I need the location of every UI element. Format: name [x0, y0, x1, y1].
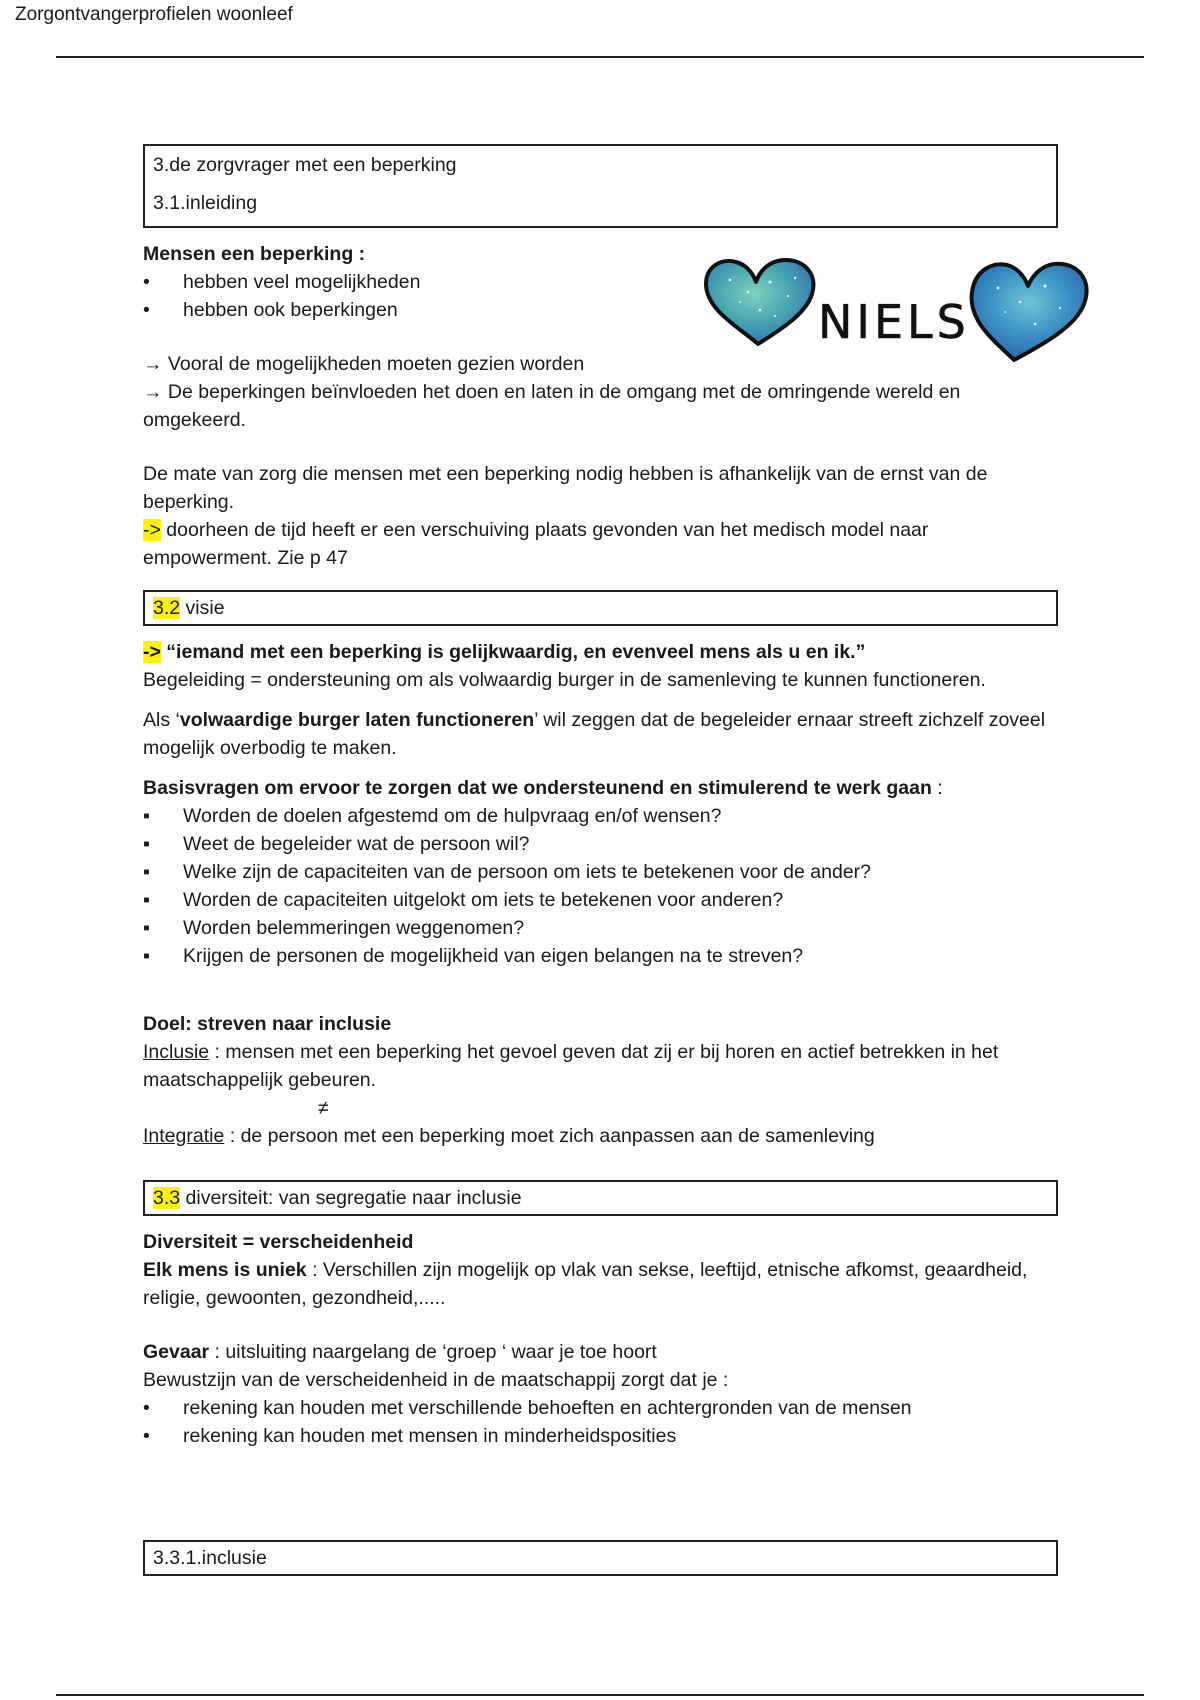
section-3-3-1-heading-box [143, 1540, 1058, 1576]
text-run: : uitsluiting naargelang de ‘groep ‘ waar je toe hoort [209, 1341, 657, 1363]
list-item: • rekening kan houden met mensen in minderheidsposities [143, 1422, 1058, 1450]
section-3-1-title: 3.1.inleiding [153, 192, 258, 214]
header-rule [56, 56, 1144, 58]
text-run: ’ wil zeggen dat de begeleider ernaar streeft zichzelf zoveel mogelijk overbodig te maken. [143, 709, 1046, 759]
begeleiding-definition: Begeleiding = ondersteuning om als volwaardig burger in de samenleving te kunnen functioneren. [143, 669, 986, 691]
section-title: diversiteit: van segregatie naar inclusie [180, 1187, 522, 1209]
quote-line [143, 638, 1058, 666]
arrow-line-1: → Vooral de mogelijkheden moeten gezien worden [143, 353, 585, 375]
bold-phrase: Gevaar [143, 1341, 210, 1363]
integratie-term: Integratie [143, 1125, 225, 1147]
inclusie-definition [143, 1038, 1058, 1094]
list-item: • hebben ook beperkingen [143, 296, 1058, 324]
zorg-paragraph: De mate van zorg die mensen met een beperking nodig hebben is afhankelijk van de ernst van de beperking. [143, 463, 988, 513]
document-header-title: Zorgontvangerprofielen woonleef [15, 4, 293, 25]
intro-heading: Mensen een beperking : [143, 243, 366, 265]
list-item: ▪ Welke zijn de capaciteiten van de persoon om iets te betekenen voor de ander? [143, 858, 1058, 886]
bold-phrase: Elk mens is uniek [143, 1259, 307, 1281]
highlight-marker: -> [143, 519, 161, 541]
section-number: 3.3 [153, 1187, 181, 1209]
uniek-paragraph [143, 1256, 1058, 1312]
list-item: ▪ Krijgen de personen de mogelijkheid van eigen belangen na te streven? [143, 942, 1058, 970]
intro-bullets [143, 268, 1058, 324]
verschuiving-text: doorheen de tijd heeft er een verschuiving plaats gevonden van het medisch model naar empowerment. Zie p 47 [143, 519, 929, 569]
gevaar-paragraph [143, 1338, 1058, 1366]
section-title: visie [180, 597, 225, 619]
quote-text: “iemand met een beperking is gelijkwaardig, en evenveel mens als u en ik.” [160, 641, 866, 663]
highlight-marker: -> [143, 641, 161, 663]
bewustzijn-list [143, 1394, 1058, 1450]
doel-heading: Doel: streven naar inclusie [143, 1013, 392, 1035]
list-item: ▪ Worden de doelen afgestemd om de hulpvraag en/of wensen? [143, 802, 1058, 830]
section-3-2-heading-box [143, 590, 1058, 626]
list-item: • hebben veel mogelijkheden [143, 268, 1058, 296]
basisvragen-heading [143, 774, 1058, 802]
not-equal-sign: ≠ [318, 1097, 329, 1119]
text-run: : [931, 777, 943, 799]
bewustzijn-paragraph: Bewustzijn van de verscheidenheid in de maatschappij zorgt dat je : [143, 1369, 729, 1391]
list-item: ▪ Weet de begeleider wat de persoon wil? [143, 830, 1058, 858]
text-run: : Verschillen zijn mogelijk op vlak van sekse, leeftijd, etnische afkomst, geaardheid, religie, gewoonten, gezondheid,..... [143, 1259, 1028, 1309]
footer-rule [56, 1694, 1144, 1696]
integratie-definition [143, 1122, 1058, 1150]
bold-phrase: Basisvragen om ervoor te zorgen dat we ondersteunend en stimulerend te werk gaan [143, 777, 932, 799]
text-run: : de persoon met een beperking moet zich aanpassen aan de samenleving [224, 1125, 875, 1147]
document-body [143, 144, 1058, 1576]
section-3-title: 3.de zorgvrager met een beperking [153, 154, 457, 176]
section-number: 3.2 [153, 597, 181, 619]
text-run: Als ‘ [143, 709, 180, 731]
section-3-heading-box [143, 144, 1058, 228]
list-item: • rekening kan houden met verschillende behoeften en achtergronden van de mensen [143, 1394, 1058, 1422]
basisvragen-list [143, 802, 1058, 970]
section-3-3-heading-box [143, 1180, 1058, 1216]
list-item: ▪ Worden belemmeringen weggenomen? [143, 914, 1058, 942]
diversiteit-heading: Diversiteit = verscheidenheid [143, 1231, 414, 1253]
bold-phrase: volwaardige burger laten functioneren [179, 709, 535, 731]
volwaardige-paragraph [143, 706, 1058, 762]
section-title: 3.3.1.inclusie [153, 1547, 267, 1569]
list-item: ▪ Worden de capaciteiten uitgelokt om iets te betekenen voor anderen? [143, 886, 1058, 914]
text-run: : mensen met een beperking het gevoel geven dat zij er bij horen en actief betrekken in het maatschappelijk gebeuren. [143, 1041, 999, 1091]
logo-text: NIELS [818, 295, 970, 349]
arrow-line-2: → De beperkingen beïnvloeden het doen en laten in de omgang met de omringende wereld en omgekeerd. [143, 381, 961, 431]
verschuiving-paragraph [143, 516, 1058, 572]
inclusie-term: Inclusie [143, 1041, 210, 1063]
